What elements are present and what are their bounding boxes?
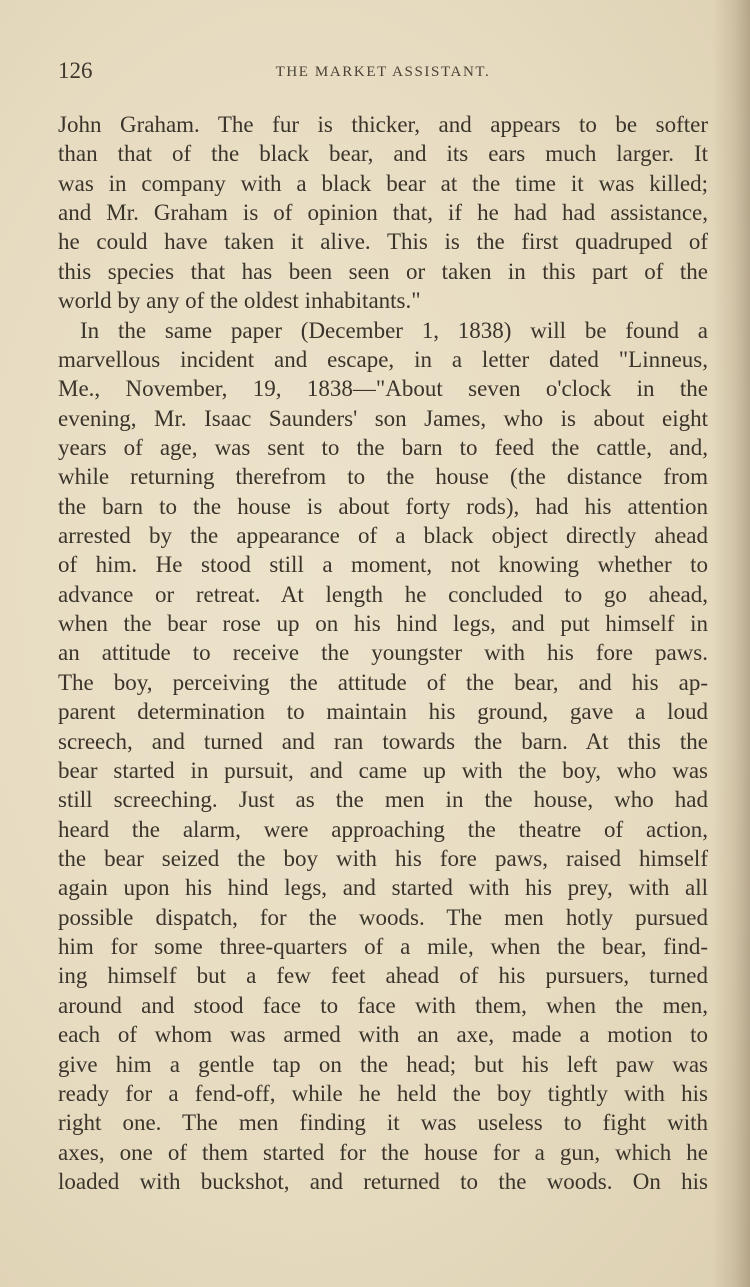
running-head: THE MARKET ASSISTANT. — [275, 64, 491, 80]
text-line: the barn to the house is about forty rods), had his attention — [58, 493, 708, 519]
text-line: this species that has been seen or taken in this part of the — [58, 258, 708, 284]
text-line: was in company with a black bear at the time it was killed; — [58, 170, 708, 196]
text-line: around and stood face to face with them, when the men, — [58, 992, 708, 1018]
text-line: right one. The men finding it was useless to fight with — [58, 1110, 708, 1136]
text-line: again upon his hind legs, and started with his prey, with all — [58, 875, 708, 901]
text-line: axes, one of them started for the house for a gun, which he — [58, 1139, 708, 1165]
text-line: heard the alarm, were approaching the theatre of action, — [58, 816, 708, 842]
text-line: In the same paper (December 1, 1838) will be found a — [80, 317, 708, 343]
page-number: 126 — [58, 58, 93, 83]
text-line: possible dispatch, for the woods. The men hotly pursued — [58, 904, 708, 930]
text-line: when the bear rose up on his hind legs, and put himself in — [58, 611, 708, 637]
text-line: world by any of the oldest inhabitants." — [58, 288, 421, 314]
text-line: arrested by the appearance of a black object directly ahead — [58, 523, 708, 549]
text-line: marvellous incident and escape, in a letter dated "Linneus, — [58, 346, 708, 372]
text-line: Me., November, 19, 1838—"About seven o'clock in the — [58, 376, 708, 402]
text-line: than that of the black bear, and its ears much larger. It — [58, 141, 708, 167]
text-line: advance or retreat. At length he concluded to go ahead, — [58, 581, 708, 607]
text-line: and Mr. Graham is of opinion that, if he had had assistance, — [58, 200, 708, 226]
text-line: years of age, was sent to the barn to feed the cattle, and, — [58, 434, 708, 460]
text-line: while returning therefrom to the house (the distance from — [58, 464, 708, 490]
text-line: evening, Mr. Isaac Saunders' son James, who is about eight — [58, 405, 708, 431]
text-line: bear started in pursuit, and came up with the boy, who was — [58, 757, 708, 783]
text-line: The boy, perceiving the attitude of the bear, and his ap- — [58, 669, 708, 695]
text-line: parent determination to maintain his ground, gave a loud — [58, 699, 708, 725]
page-gutter-shadow — [712, 0, 750, 1287]
text-line: John Graham. The fur is thicker, and appears to be softer — [58, 112, 708, 137]
text-line: the bear seized the boy with his fore paws, raised himself — [58, 845, 708, 871]
text-line: give him a gentle tap on the head; but his left paw was — [58, 1051, 708, 1077]
text-line: him for some three-quarters of a mile, when the bear, find- — [58, 934, 708, 960]
page-header — [58, 58, 708, 88]
text-line: an attitude to receive the youngster with his fore paws. — [58, 640, 708, 666]
text-line: each of whom was armed with an axe, made a motion to — [58, 1022, 708, 1048]
text-line: he could have taken it alive. This is the first quadruped of — [58, 229, 708, 255]
text-line: still screeching. Just as the men in the house, who had — [58, 787, 708, 813]
text-line: screech, and turned and ran towards the barn. At this the — [58, 728, 708, 754]
text-line: ready for a fend-off, while he held the boy tightly with his — [58, 1080, 708, 1106]
text-line: ing himself but a few feet ahead of his pursuers, turned — [58, 963, 708, 989]
text-line: loaded with buckshot, and returned to the woods. On his — [58, 1168, 708, 1194]
body-text — [58, 110, 708, 1196]
text-line: of him. He stood still a moment, not knowing whether to — [58, 552, 708, 578]
